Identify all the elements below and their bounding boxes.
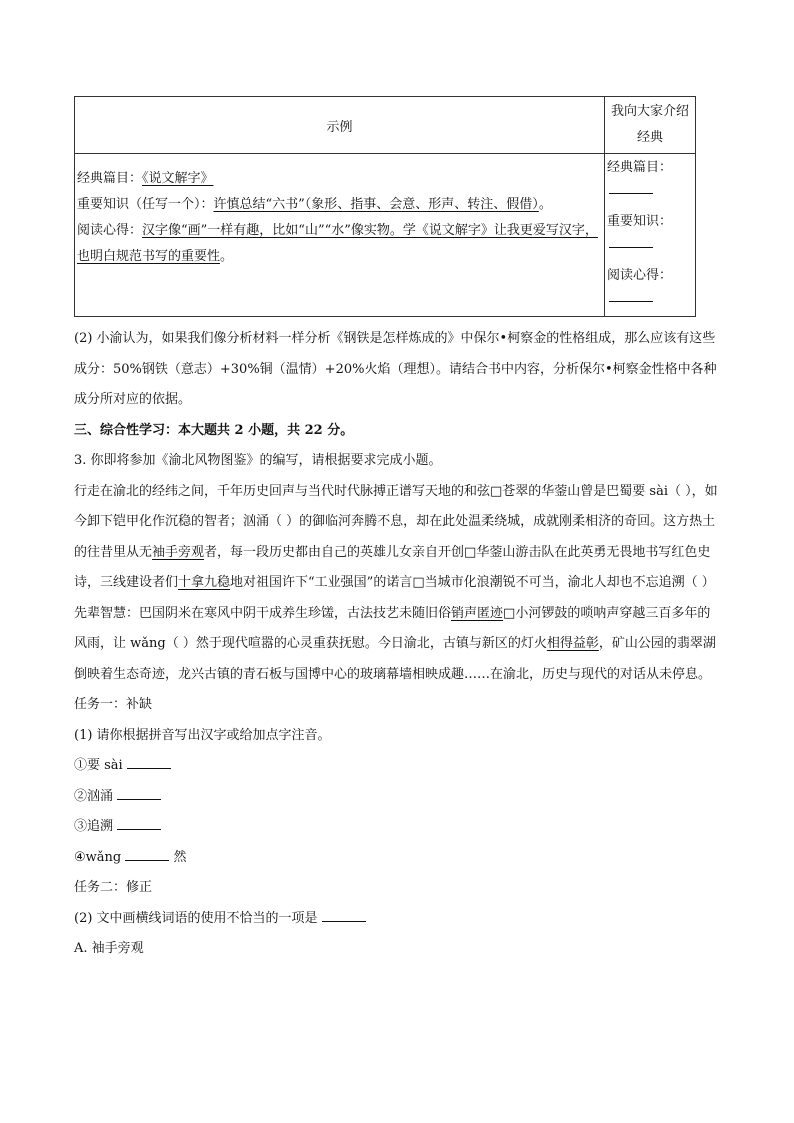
task-2-question: (2) 文中画横线词语的使用不恰当的一项是 bbox=[74, 904, 720, 935]
task-2-blank[interactable] bbox=[322, 905, 366, 922]
example-knowledge-line: 重要知识（任写一个）：许慎总结“六书”（象形、指事、会意、形声、转注、假借）。 bbox=[77, 197, 552, 212]
question-3-intro: 3. 你即将参加《渝北风物图鉴》的编写，请根据要求完成小题。 bbox=[74, 453, 442, 468]
item-1: ①要 sài bbox=[74, 751, 720, 782]
passage: 行走在渝北的经纬之间，千年历史回声与当代时代脉搏正谱写天地的和弦□苍翠的华蓥山曾是巴蜀要 sài（ ），如今卸下铠甲化作沉稳的智者；汹涌（ ）的御临河奔腾不息，却在此处温柔绕城，成就刚柔相济的奇回。这方热土的往昔里从无袖手旁观者，每一段历史都由自己的英雄儿女亲自开创□华蓥山游击队在此英勇无畏地书写红色史诗，三线建设者们十拿九稳地对祖国许下“工业强国”的诺言□当城市化浪潮锐不可当，渝北人却也不忘追溯（ ）先辈智慧：巴国阴米在寒风中阴干成养生珍馐，古法技艺未随旧俗销声匿迹□小河锣鼓的唢呐声穿越三百多年的风雨，让 wǎng（ ）然于现代喧嚣的心灵重获抚慰。今日渝北，古镇与新区的灯火相得益彰，矿山公园的翡翠湖倒映着生态奇迹，龙兴古镇的青石板与国博中心的玻璃幕墙相映成趣……在渝北，历史与现代的对话从未停息。 bbox=[74, 483, 718, 682]
example-cell bbox=[75, 154, 605, 317]
fill-cell bbox=[605, 154, 696, 317]
question-2-text: (2) 小渝认为，如果我们像分析材料一样分析《钢铁是怎样炼成的》中保尔•柯察金的性格组成，那么应该有这些成分：50%钢铁（意志）+30%铜（温情）+20%火焰（理想）。请结合书中内容，分析保尔•柯察金性格中各种成分所对应的依据。 bbox=[74, 331, 717, 407]
item-1-blank[interactable] bbox=[127, 752, 171, 769]
task-1-title: 任务一：补缺 bbox=[74, 697, 153, 712]
item-3: ③追溯 bbox=[74, 812, 720, 843]
underlined-term-1: 袖手旁观 bbox=[152, 544, 205, 560]
question-body bbox=[74, 324, 720, 965]
item-2: ②汹涌 bbox=[74, 782, 720, 813]
fill-reading-label: 阅读心得： bbox=[607, 268, 673, 283]
item-4-blank[interactable] bbox=[125, 844, 169, 861]
option-a[interactable]: A. 袖手旁观 bbox=[74, 941, 144, 956]
example-title-line: 经典篇目：《说文解字》 bbox=[77, 171, 214, 186]
underlined-term-2: 十拿九稳 bbox=[178, 575, 231, 590]
task-1-question: (1) 请你根据拼音写出汉字或给加点字注音。 bbox=[74, 727, 331, 743]
underlined-term-3: 销声匿迹 bbox=[451, 605, 504, 621]
underlined-term-4: 相得益彰 bbox=[546, 636, 599, 651]
fill-title-blank[interactable] bbox=[609, 181, 653, 194]
fill-knowledge-label: 重要知识： bbox=[607, 214, 673, 229]
fill-reading-blank[interactable] bbox=[609, 289, 653, 302]
table-header-intro: 我向大家介绍经典 bbox=[605, 97, 696, 154]
task-2-title: 任务二：修正 bbox=[74, 880, 153, 895]
table-header-example: 示例 bbox=[75, 97, 605, 154]
comparison-table bbox=[74, 96, 696, 317]
item-3-blank[interactable] bbox=[117, 813, 161, 830]
item-4: ④wǎng 然 bbox=[74, 843, 720, 874]
item-2-blank[interactable] bbox=[117, 783, 161, 800]
section-3-title: 三、综合性学习：本大题共 2 小题，共 22 分。 bbox=[74, 422, 354, 438]
example-reading-line: 阅读心得：汉字像“画”一样有趣，比如“山”“水”像实物。学《说文解字》让我更爱写汉字，也明白规范书写的重要性。 bbox=[77, 223, 598, 264]
fill-knowledge-blank[interactable] bbox=[609, 235, 653, 248]
fill-title-label: 经典篇目： bbox=[607, 160, 673, 175]
